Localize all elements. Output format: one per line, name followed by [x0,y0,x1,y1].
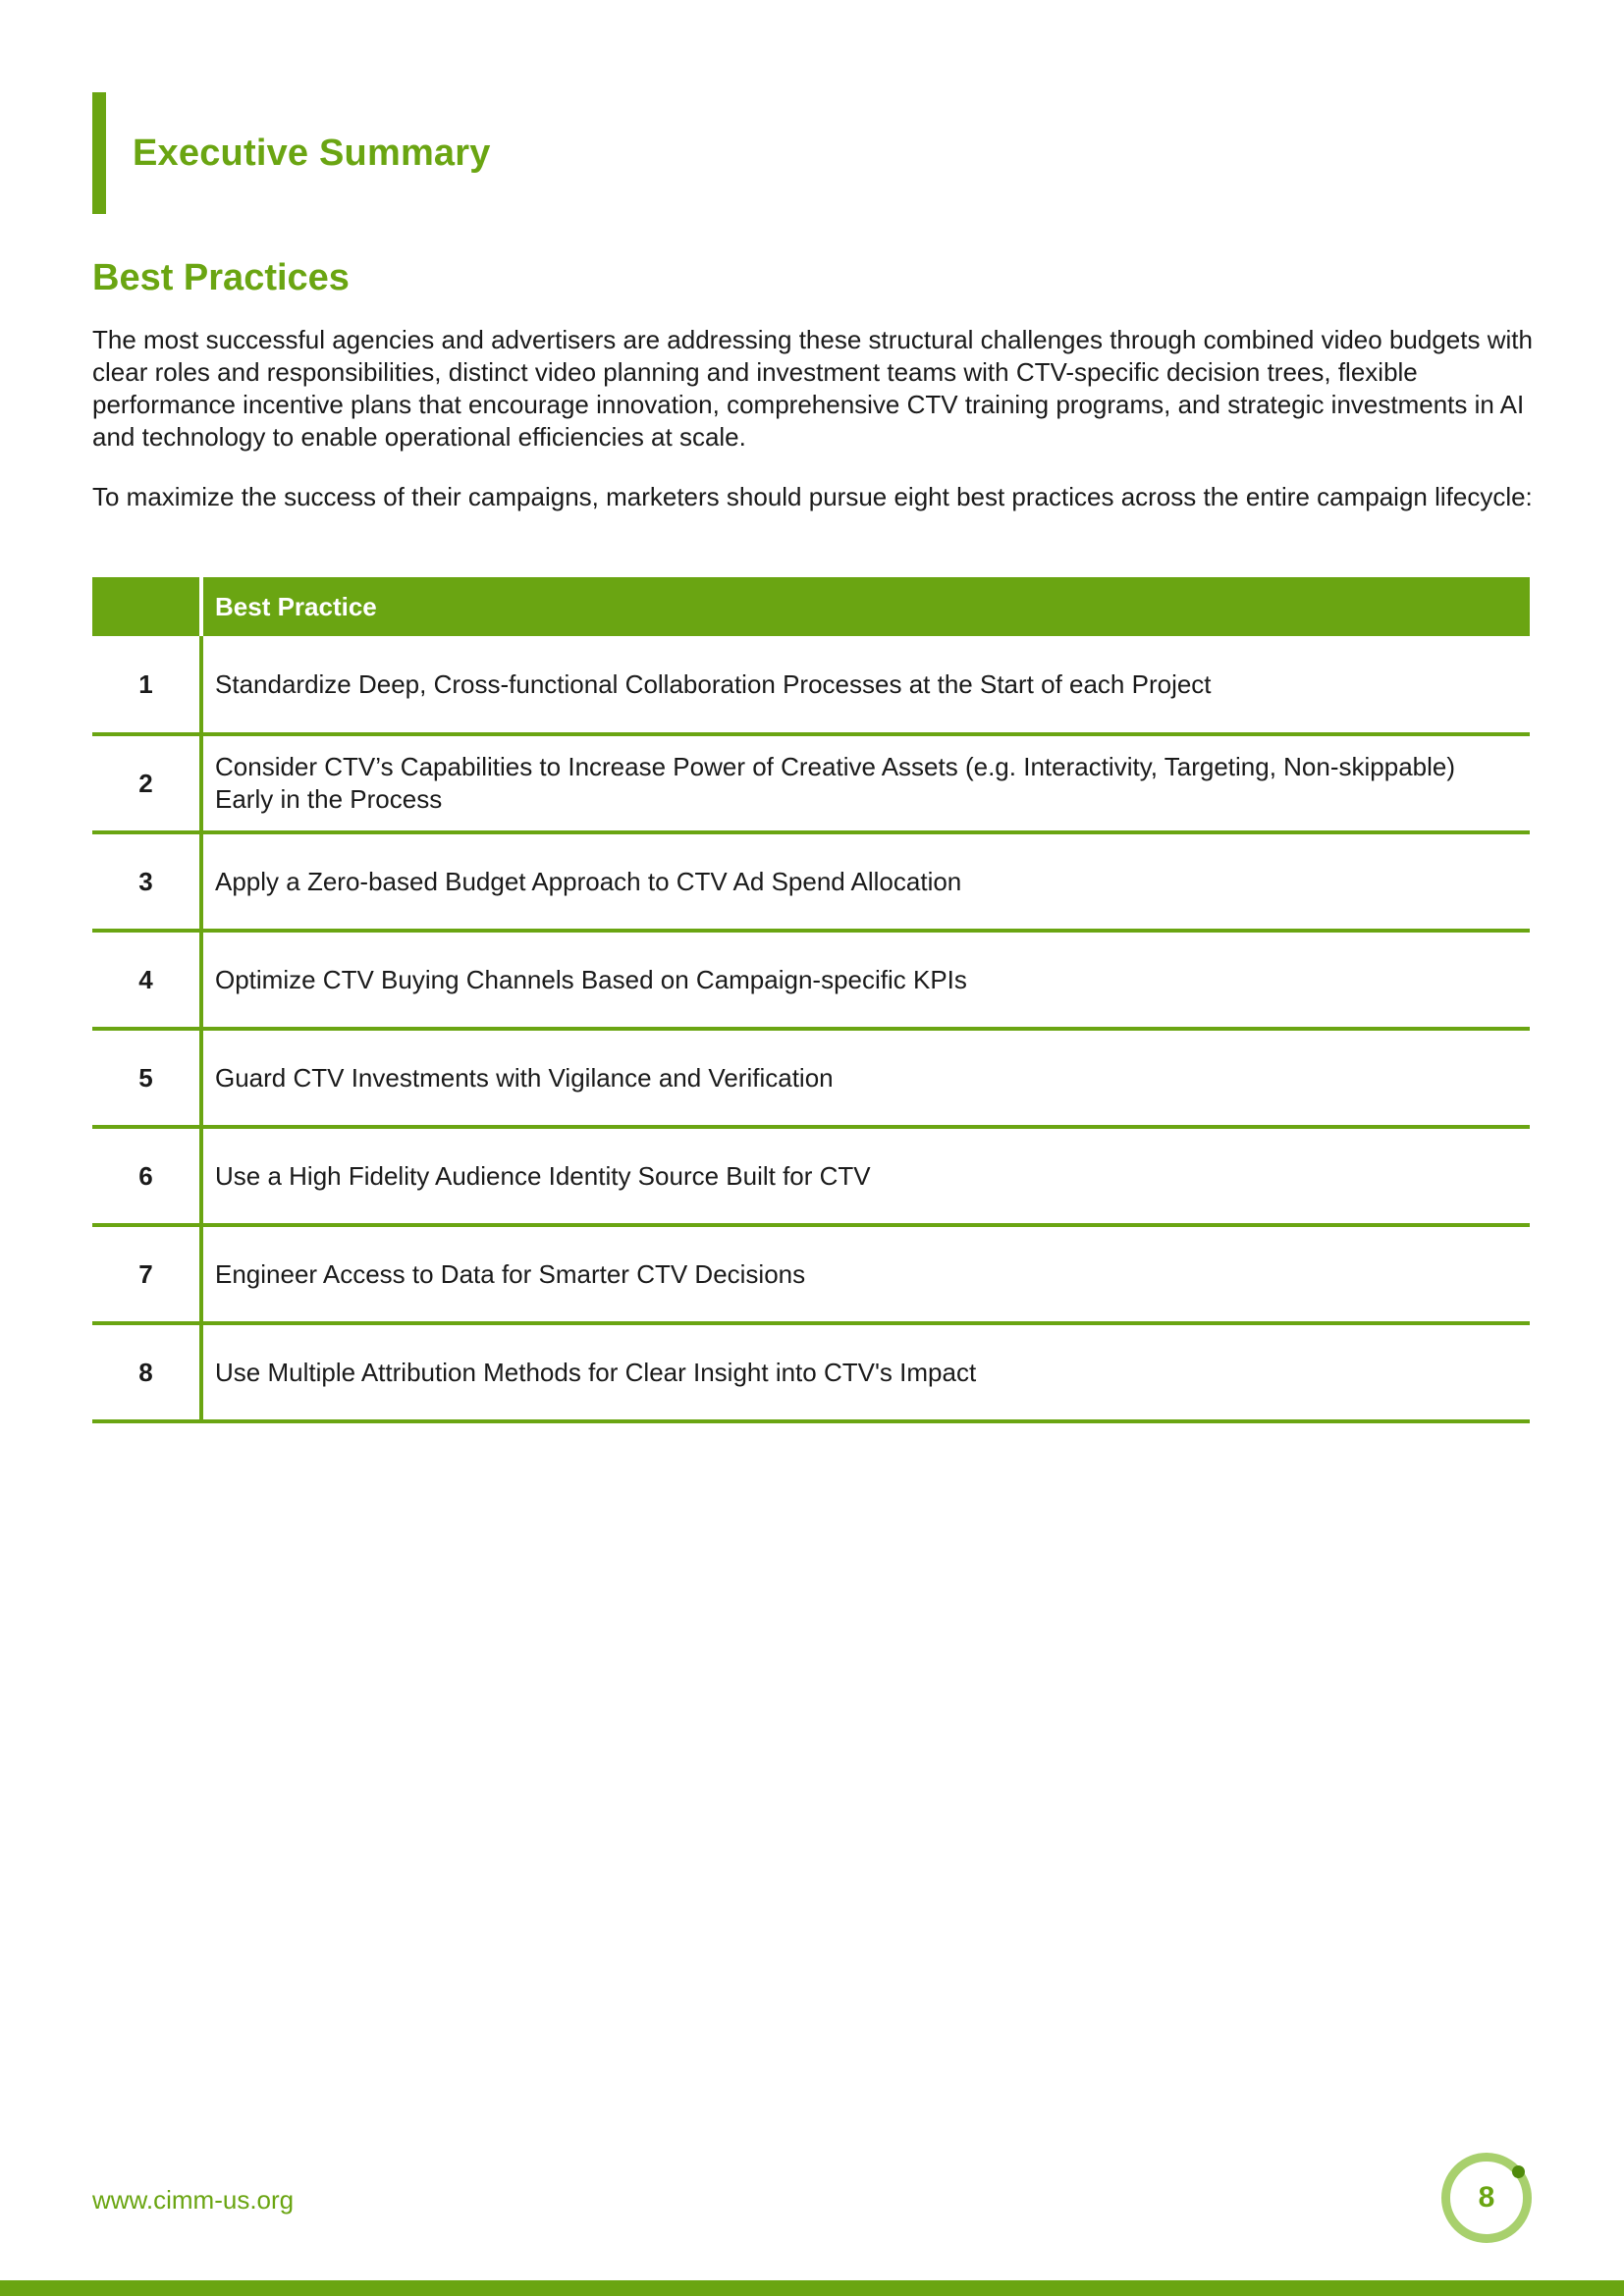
practice-column-header: Best Practice [201,577,1530,636]
table-row [92,636,1530,734]
row-practice: Use a High Fidelity Audience Identity Source Built for CTV [201,1127,1530,1225]
row-number: 8 [92,1323,201,1421]
row-number: 7 [92,1225,201,1323]
table-row [92,734,1530,832]
badge-dot-icon [1512,2165,1525,2178]
row-number: 3 [92,832,201,931]
section-header [92,92,491,214]
row-practice: Engineer Access to Data for Smarter CTV Decisions [201,1225,1530,1323]
intro-paragraph: The most successful agencies and advertisers are addressing these structural challenges through combined video budgets with clear roles and responsibilities, distinct video planning and investment teams with CTV-specific decision trees, flexible performance incentive plans that encourage innovation, comprehensive CTV training programs, and strategic investments in AI and technology to enable operational efficiencies at scale. [92,325,1533,452]
table-row [92,1127,1530,1225]
row-practice: Guard CTV Investments with Vigilance and Verification [201,1029,1530,1127]
row-practice: Consider CTV’s Capabilities to Increase Power of Creative Assets (e.g. Interactivity, Targeting, Non-skippable) Early in the Process [201,734,1530,832]
section-title: Executive Summary [133,132,491,174]
lead-in-paragraph: To maximize the success of their campaigns, marketers should pursue eight best practices across the entire campaign lifecycle: [92,482,1533,511]
page-number: 8 [1478,2181,1495,2214]
table-row [92,931,1530,1029]
table-row [92,1323,1530,1421]
row-number: 1 [92,636,201,734]
row-practice: Optimize CTV Buying Channels Based on Campaign-specific KPIs [201,931,1530,1029]
row-number: 5 [92,1029,201,1127]
table-row [92,1029,1530,1127]
row-number: 4 [92,931,201,1029]
footer-bar [0,2280,1624,2296]
table-row [92,832,1530,931]
table-row [92,1225,1530,1323]
website-link[interactable]: www.cimm-us.org [92,2185,295,2215]
row-number: 6 [92,1127,201,1225]
row-practice: Standardize Deep, Cross-functional Collaboration Processes at the Start of each Project [201,636,1530,734]
page-number-badge [1441,2153,1532,2243]
row-number: 2 [92,734,201,832]
row-practice: Use Multiple Attribution Methods for Clear Insight into CTV's Impact [201,1323,1530,1421]
best-practices-table [92,577,1530,1423]
page-heading: Best Practices [92,257,350,298]
number-column-header [92,577,201,636]
row-practice: Apply a Zero-based Budget Approach to CTV Ad Spend Allocation [201,832,1530,931]
table-header-row [92,577,1530,636]
